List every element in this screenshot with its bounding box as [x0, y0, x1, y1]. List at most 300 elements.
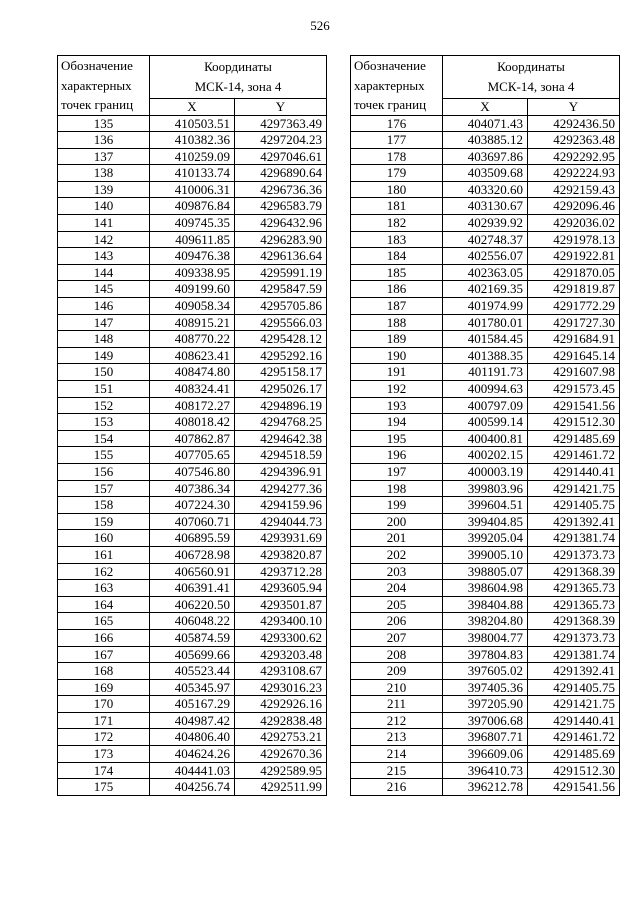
table-row: [58, 596, 327, 613]
x-coordinate-cell: 406895.59: [150, 530, 235, 547]
table-row: [58, 679, 327, 696]
x-coordinate-cell: 405523.44: [150, 663, 235, 680]
point-number-cell: 161: [58, 546, 150, 563]
point-number-cell: 209: [351, 663, 443, 680]
point-number-cell: 210: [351, 679, 443, 696]
y-coordinate-cell: 4294277.36: [235, 480, 327, 497]
point-number-cell: 215: [351, 762, 443, 779]
x-coordinate-cell: 407705.65: [150, 447, 235, 464]
x-coordinate-cell: 404256.74: [150, 779, 235, 796]
table-row: [58, 231, 327, 248]
coordinates-table-left: [57, 55, 327, 796]
coordinates-title: Координаты: [204, 59, 272, 75]
table-row: [58, 165, 327, 182]
x-coordinate-cell: 408324.41: [150, 381, 235, 398]
x-coordinate-cell: 402748.37: [443, 231, 528, 248]
x-coordinate-cell: 401974.99: [443, 298, 528, 315]
table-row: [58, 729, 327, 746]
table-row: [351, 298, 620, 315]
x-coordinate-cell: 409199.60: [150, 281, 235, 298]
point-number-cell: 179: [351, 165, 443, 182]
y-coordinate-cell: 4293400.10: [235, 613, 327, 630]
y-coordinate-cell: 4291485.69: [528, 746, 620, 763]
y-coordinate-cell: 4291373.73: [528, 546, 620, 563]
x-coordinate-cell: 407546.80: [150, 463, 235, 480]
table-row: [351, 779, 620, 796]
point-number-cell: 200: [351, 513, 443, 530]
x-coordinate-cell: 397205.90: [443, 696, 528, 713]
point-number-cell: 184: [351, 248, 443, 265]
point-number-cell: 198: [351, 480, 443, 497]
y-coordinate-cell: 4291368.39: [528, 613, 620, 630]
x-coordinate-cell: 398004.77: [443, 629, 528, 646]
point-number-cell: 211: [351, 696, 443, 713]
point-number-cell: 146: [58, 298, 150, 315]
table-row: [58, 463, 327, 480]
point-number-cell: 194: [351, 414, 443, 431]
x-coordinate-cell: 403130.67: [443, 198, 528, 215]
x-coordinate-cell: 406560.91: [150, 563, 235, 580]
x-coordinate-cell: 398204.80: [443, 613, 528, 630]
y-coordinate-cell: 4291512.30: [528, 414, 620, 431]
y-coordinate-cell: 4291405.75: [528, 679, 620, 696]
y-coordinate-cell: 4291440.41: [528, 712, 620, 729]
point-label-header: [351, 56, 443, 116]
table-row: [351, 281, 620, 298]
table-row: [58, 779, 327, 796]
point-number-cell: 191: [351, 364, 443, 381]
point-number-cell: 166: [58, 629, 150, 646]
x-coordinate-cell: 408018.42: [150, 414, 235, 431]
point-number-cell: 189: [351, 331, 443, 348]
table-row: [351, 563, 620, 580]
table-row: [58, 248, 327, 265]
y-coordinate-cell: 4293203.48: [235, 646, 327, 663]
x-coordinate-cell: 407386.34: [150, 480, 235, 497]
point-number-cell: 201: [351, 530, 443, 547]
coordinates-header: [443, 56, 620, 99]
table-row: [351, 165, 620, 182]
y-coordinate-cell: 4292363.48: [528, 132, 620, 149]
x-coordinate-cell: 400797.09: [443, 397, 528, 414]
y-coordinate-cell: 4296136.64: [235, 248, 327, 265]
point-number-cell: 190: [351, 347, 443, 364]
y-coordinate-cell: 4291405.75: [528, 497, 620, 514]
x-column-header: X: [443, 98, 528, 115]
table-row: [58, 563, 327, 580]
table-row: [351, 746, 620, 763]
y-coordinate-cell: 4291392.41: [528, 663, 620, 680]
x-coordinate-cell: 409611.85: [150, 231, 235, 248]
y-coordinate-cell: 4291645.14: [528, 347, 620, 364]
coordinate-system: МСК-14, зона 4: [487, 78, 575, 94]
table-row: [58, 513, 327, 530]
y-coordinate-cell: 4291421.75: [528, 480, 620, 497]
y-coordinate-cell: 4291541.56: [528, 397, 620, 414]
point-number-cell: 197: [351, 463, 443, 480]
x-coordinate-cell: 408915.21: [150, 314, 235, 331]
point-number-cell: 157: [58, 480, 150, 497]
y-coordinate-cell: 4294159.96: [235, 497, 327, 514]
table-row: [351, 530, 620, 547]
x-coordinate-cell: 403509.68: [443, 165, 528, 182]
x-coordinate-cell: 407862.87: [150, 430, 235, 447]
table-row: [351, 546, 620, 563]
point-number-cell: 140: [58, 198, 150, 215]
x-coordinate-cell: 409338.95: [150, 264, 235, 281]
x-coordinate-cell: 407224.30: [150, 497, 235, 514]
point-number-cell: 169: [58, 679, 150, 696]
table-row: [58, 646, 327, 663]
point-number-cell: 192: [351, 381, 443, 398]
point-number-cell: 208: [351, 646, 443, 663]
point-number-cell: 216: [351, 779, 443, 796]
page-number: 526: [310, 18, 330, 33]
coordinates-table-right: [350, 55, 620, 796]
x-coordinate-cell: 399205.04: [443, 530, 528, 547]
point-number-cell: 167: [58, 646, 150, 663]
table-row: [58, 397, 327, 414]
x-coordinate-cell: 396410.73: [443, 762, 528, 779]
point-number-cell: 137: [58, 148, 150, 165]
table-row: [351, 613, 620, 630]
point-number-cell: 149: [58, 347, 150, 364]
point-label-line-3: точек границ: [354, 97, 427, 112]
x-coordinate-cell: 400003.19: [443, 463, 528, 480]
y-coordinate-cell: 4293108.67: [235, 663, 327, 680]
x-coordinate-cell: 397605.02: [443, 663, 528, 680]
x-coordinate-cell: 404987.42: [150, 712, 235, 729]
table-row: [351, 314, 620, 331]
table-row: [351, 712, 620, 729]
point-number-cell: 185: [351, 264, 443, 281]
table-row: [58, 381, 327, 398]
y-column-header: Y: [235, 98, 327, 115]
table-row: [351, 629, 620, 646]
point-number-cell: 142: [58, 231, 150, 248]
table-row: [351, 397, 620, 414]
table-row: [351, 497, 620, 514]
x-coordinate-cell: 410382.36: [150, 132, 235, 149]
point-number-cell: 206: [351, 613, 443, 630]
x-coordinate-cell: 408172.27: [150, 397, 235, 414]
x-coordinate-cell: 400400.81: [443, 430, 528, 447]
table-row: [58, 132, 327, 149]
y-column-header: Y: [528, 98, 620, 115]
point-number-cell: 139: [58, 181, 150, 198]
point-number-cell: 175: [58, 779, 150, 796]
table-row: [351, 696, 620, 713]
table-row: [58, 546, 327, 563]
x-coordinate-cell: 402556.07: [443, 248, 528, 265]
table-row: [351, 264, 620, 281]
table-row: [351, 181, 620, 198]
point-number-cell: 174: [58, 762, 150, 779]
x-coordinate-cell: 404806.40: [150, 729, 235, 746]
table-row: [58, 314, 327, 331]
point-number-cell: 144: [58, 264, 150, 281]
x-coordinate-cell: 396212.78: [443, 779, 528, 796]
table-row: [351, 762, 620, 779]
table-row: [58, 430, 327, 447]
y-coordinate-cell: 4291512.30: [528, 762, 620, 779]
y-coordinate-cell: 4294044.73: [235, 513, 327, 530]
x-coordinate-cell: 409476.38: [150, 248, 235, 265]
point-number-cell: 172: [58, 729, 150, 746]
point-number-cell: 214: [351, 746, 443, 763]
y-coordinate-cell: 4291461.72: [528, 729, 620, 746]
point-number-cell: 153: [58, 414, 150, 431]
x-coordinate-cell: 410503.51: [150, 115, 235, 132]
y-coordinate-cell: 4291772.29: [528, 298, 620, 315]
x-coordinate-cell: 405874.59: [150, 629, 235, 646]
y-coordinate-cell: 4292753.21: [235, 729, 327, 746]
table-row: [351, 248, 620, 265]
y-coordinate-cell: 4291368.39: [528, 563, 620, 580]
y-coordinate-cell: 4296583.79: [235, 198, 327, 215]
x-coordinate-cell: 401191.73: [443, 364, 528, 381]
point-number-cell: 150: [58, 364, 150, 381]
x-coordinate-cell: 399005.10: [443, 546, 528, 563]
point-number-cell: 141: [58, 215, 150, 232]
x-coordinate-cell: 405167.29: [150, 696, 235, 713]
point-number-cell: 204: [351, 580, 443, 597]
x-coordinate-cell: 398604.98: [443, 580, 528, 597]
table-row: [58, 181, 327, 198]
table-row: [58, 414, 327, 431]
y-coordinate-cell: 4291392.41: [528, 513, 620, 530]
x-coordinate-cell: 404071.43: [443, 115, 528, 132]
y-coordinate-cell: 4295566.03: [235, 314, 327, 331]
x-column-header: X: [150, 98, 235, 115]
y-coordinate-cell: 4295026.17: [235, 381, 327, 398]
x-coordinate-cell: 409876.84: [150, 198, 235, 215]
y-coordinate-cell: 4291365.73: [528, 580, 620, 597]
y-coordinate-cell: 4293712.28: [235, 563, 327, 580]
table-row: [58, 696, 327, 713]
y-coordinate-cell: 4291541.56: [528, 779, 620, 796]
y-coordinate-cell: 4291421.75: [528, 696, 620, 713]
table-row: [351, 646, 620, 663]
point-number-cell: 159: [58, 513, 150, 530]
table-row: [58, 663, 327, 680]
table-row: [58, 331, 327, 348]
x-coordinate-cell: 403697.86: [443, 148, 528, 165]
table-row: [351, 430, 620, 447]
y-coordinate-cell: 4295991.19: [235, 264, 327, 281]
point-number-cell: 168: [58, 663, 150, 680]
y-coordinate-cell: 4297204.23: [235, 132, 327, 149]
x-coordinate-cell: 396609.06: [443, 746, 528, 763]
x-coordinate-cell: 397804.83: [443, 646, 528, 663]
x-coordinate-cell: 404624.26: [150, 746, 235, 763]
table-row: [58, 613, 327, 630]
table-row: [351, 414, 620, 431]
point-label-line-1: Обозначение: [61, 58, 133, 73]
y-coordinate-cell: 4292036.02: [528, 215, 620, 232]
y-coordinate-cell: 4292292.95: [528, 148, 620, 165]
point-number-cell: 202: [351, 546, 443, 563]
point-label-line-2: характерных: [354, 77, 425, 93]
y-coordinate-cell: 4292670.36: [235, 746, 327, 763]
y-coordinate-cell: 4295847.59: [235, 281, 327, 298]
table-row: [58, 629, 327, 646]
x-coordinate-cell: 405345.97: [150, 679, 235, 696]
y-coordinate-cell: 4294396.91: [235, 463, 327, 480]
y-coordinate-cell: 4292838.48: [235, 712, 327, 729]
table-row: [351, 480, 620, 497]
y-coordinate-cell: 4291461.72: [528, 447, 620, 464]
point-number-cell: 193: [351, 397, 443, 414]
table-row: [58, 712, 327, 729]
table-row: [58, 762, 327, 779]
table-row: [351, 729, 620, 746]
y-coordinate-cell: 4291440.41: [528, 463, 620, 480]
table-row: [351, 198, 620, 215]
y-coordinate-cell: 4295158.17: [235, 364, 327, 381]
y-coordinate-cell: 4294768.25: [235, 414, 327, 431]
point-number-cell: 181: [351, 198, 443, 215]
y-coordinate-cell: 4296890.64: [235, 165, 327, 182]
point-number-cell: 177: [351, 132, 443, 149]
x-coordinate-cell: 406220.50: [150, 596, 235, 613]
point-number-cell: 183: [351, 231, 443, 248]
point-number-cell: 155: [58, 447, 150, 464]
coordinate-system: МСК-14, зона 4: [194, 78, 282, 94]
point-number-cell: 173: [58, 746, 150, 763]
x-coordinate-cell: 401584.45: [443, 331, 528, 348]
table-row: [58, 480, 327, 497]
x-coordinate-cell: 399404.85: [443, 513, 528, 530]
table-row: [351, 215, 620, 232]
y-coordinate-cell: 4294642.38: [235, 430, 327, 447]
point-number-cell: 187: [351, 298, 443, 315]
x-coordinate-cell: 409745.35: [150, 215, 235, 232]
x-coordinate-cell: 397405.36: [443, 679, 528, 696]
x-coordinate-cell: 396807.71: [443, 729, 528, 746]
point-number-cell: 188: [351, 314, 443, 331]
y-coordinate-cell: 4292926.16: [235, 696, 327, 713]
coordinates-title: Координаты: [497, 59, 565, 75]
y-coordinate-cell: 4295292.16: [235, 347, 327, 364]
point-number-cell: 152: [58, 397, 150, 414]
table-row: [351, 231, 620, 248]
x-coordinate-cell: 398805.07: [443, 563, 528, 580]
y-coordinate-cell: 4296432.96: [235, 215, 327, 232]
point-number-cell: 178: [351, 148, 443, 165]
point-number-cell: 135: [58, 115, 150, 132]
table-row: [351, 331, 620, 348]
x-coordinate-cell: 403320.60: [443, 181, 528, 198]
y-coordinate-cell: 4291365.73: [528, 596, 620, 613]
point-number-cell: 212: [351, 712, 443, 729]
table-row: [58, 497, 327, 514]
x-coordinate-cell: 406391.41: [150, 580, 235, 597]
table-row: [351, 463, 620, 480]
y-coordinate-cell: 4297363.49: [235, 115, 327, 132]
point-number-cell: 203: [351, 563, 443, 580]
y-coordinate-cell: 4291381.74: [528, 646, 620, 663]
y-coordinate-cell: 4294518.59: [235, 447, 327, 464]
point-number-cell: 138: [58, 165, 150, 182]
table-row: [351, 132, 620, 149]
table-row: [351, 596, 620, 613]
x-coordinate-cell: 403885.12: [443, 132, 528, 149]
point-number-cell: 162: [58, 563, 150, 580]
point-number-cell: 165: [58, 613, 150, 630]
y-coordinate-cell: 4291922.81: [528, 248, 620, 265]
y-coordinate-cell: 4291373.73: [528, 629, 620, 646]
table-row: [58, 530, 327, 547]
y-coordinate-cell: 4292511.99: [235, 779, 327, 796]
y-coordinate-cell: 4291381.74: [528, 530, 620, 547]
point-number-cell: 205: [351, 596, 443, 613]
table-row: [351, 381, 620, 398]
y-coordinate-cell: 4295428.12: [235, 331, 327, 348]
y-coordinate-cell: 4291573.45: [528, 381, 620, 398]
x-coordinate-cell: 399803.96: [443, 480, 528, 497]
x-coordinate-cell: 406728.98: [150, 546, 235, 563]
x-coordinate-cell: 399604.51: [443, 497, 528, 514]
y-coordinate-cell: 4296283.90: [235, 231, 327, 248]
y-coordinate-cell: 4293605.94: [235, 580, 327, 597]
x-coordinate-cell: 410133.74: [150, 165, 235, 182]
table-row: [58, 281, 327, 298]
point-label-line-3: точек границ: [61, 97, 134, 112]
y-coordinate-cell: 4291870.05: [528, 264, 620, 281]
table-row: [351, 347, 620, 364]
point-number-cell: 182: [351, 215, 443, 232]
y-coordinate-cell: 4293501.87: [235, 596, 327, 613]
y-coordinate-cell: 4292096.46: [528, 198, 620, 215]
point-number-cell: 176: [351, 115, 443, 132]
y-coordinate-cell: 4291727.30: [528, 314, 620, 331]
point-number-cell: 196: [351, 447, 443, 464]
point-number-cell: 186: [351, 281, 443, 298]
table-row: [58, 364, 327, 381]
point-number-cell: 213: [351, 729, 443, 746]
table-row: [351, 447, 620, 464]
x-coordinate-cell: 408770.22: [150, 331, 235, 348]
coordinates-header: [150, 56, 327, 99]
x-coordinate-cell: 397006.68: [443, 712, 528, 729]
y-coordinate-cell: 4291607.98: [528, 364, 620, 381]
y-coordinate-cell: 4297046.61: [235, 148, 327, 165]
x-coordinate-cell: 401388.35: [443, 347, 528, 364]
point-number-cell: 136: [58, 132, 150, 149]
x-coordinate-cell: 400202.15: [443, 447, 528, 464]
y-coordinate-cell: 4295705.86: [235, 298, 327, 315]
point-number-cell: 163: [58, 580, 150, 597]
point-number-cell: 158: [58, 497, 150, 514]
y-coordinate-cell: 4293016.23: [235, 679, 327, 696]
x-coordinate-cell: 404441.03: [150, 762, 235, 779]
y-coordinate-cell: 4292589.95: [235, 762, 327, 779]
x-coordinate-cell: 405699.66: [150, 646, 235, 663]
point-number-cell: 164: [58, 596, 150, 613]
x-coordinate-cell: 409058.34: [150, 298, 235, 315]
x-coordinate-cell: 402939.92: [443, 215, 528, 232]
table-row: [351, 679, 620, 696]
x-coordinate-cell: 400599.14: [443, 414, 528, 431]
x-coordinate-cell: 401780.01: [443, 314, 528, 331]
x-coordinate-cell: 407060.71: [150, 513, 235, 530]
y-coordinate-cell: 4291485.69: [528, 430, 620, 447]
y-coordinate-cell: 4293931.69: [235, 530, 327, 547]
y-coordinate-cell: 4296736.36: [235, 181, 327, 198]
point-number-cell: 199: [351, 497, 443, 514]
point-label-header: [58, 56, 150, 116]
